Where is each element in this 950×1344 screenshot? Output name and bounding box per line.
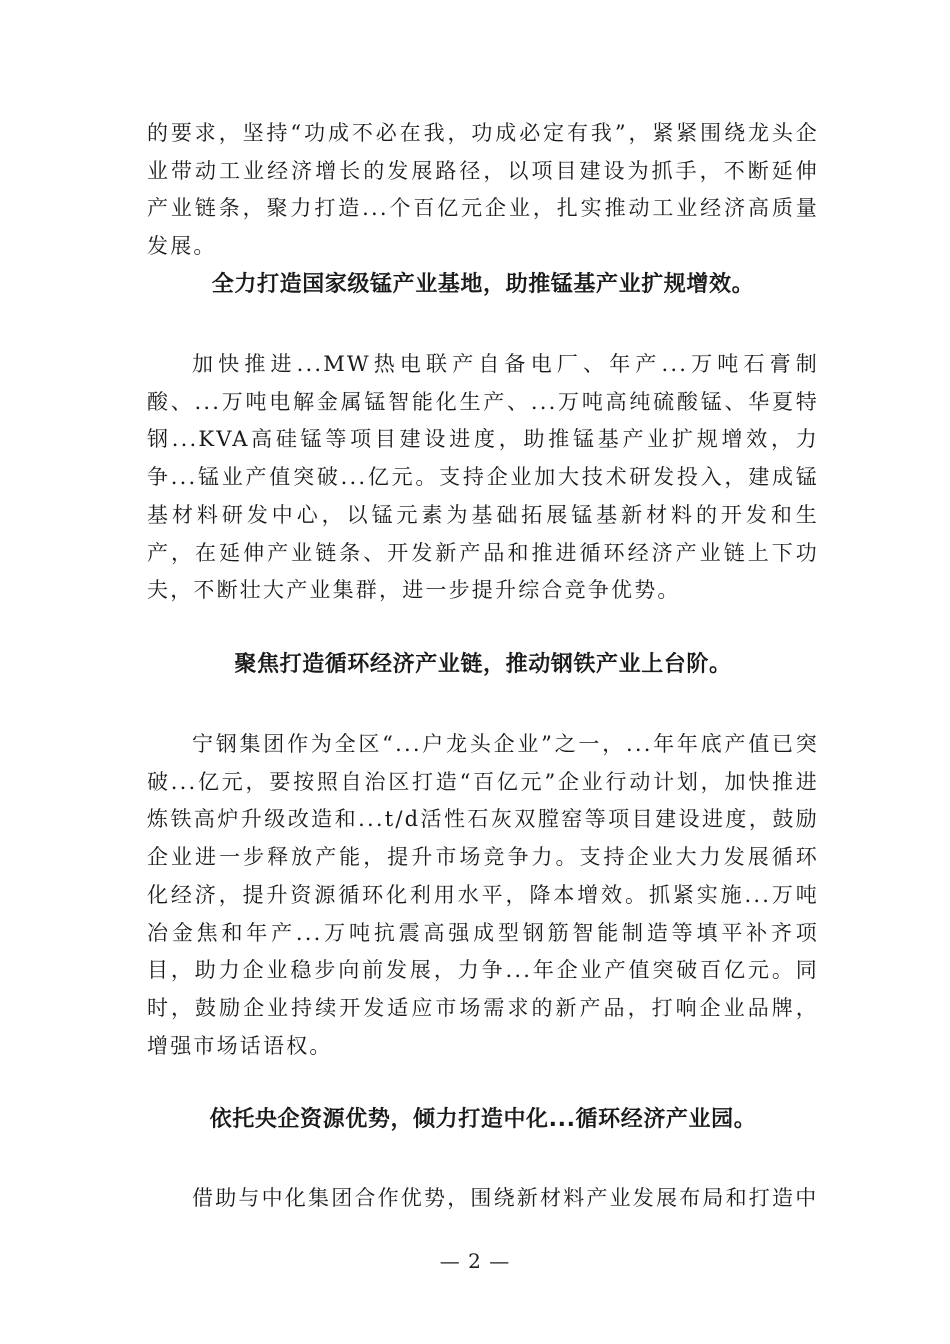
paragraph-intro-continuation: 的要求，坚持“功成不必在我，功成必定有我”，紧紧围绕龙头企业带动工业经济增长的发展路径，以项目建设为抓手，不断延伸产业链条，聚力打造...个百亿元企业，扎实推动工业经济高质量发展。 xyxy=(147,121,819,259)
section-heading-steel: 聚焦打造循环经济产业链，推动钢铁产业上台阶。 xyxy=(234,652,732,677)
paragraph-sinochem: 借助与中化集团合作优势，围绕新材料产业发展布局和打造中 xyxy=(192,1186,819,1210)
paragraph-steel: 宁钢集团作为全区“...户龙头企业”之一，...年年底产值已突破...亿元，要按照自治区打造“百亿元”企业行动计划，加快推进炼铁高炉升级改造和...t/d活性石灰双膛窑等项目建设进度，鼓励企业进一步释放产能，提升市场竞争力。支持企业大力发展循环化经济，提升资源循环化利用水平，降本增效。抓紧实施...万吨冶金焦和年产...万吨抗震高强成型钢筋智能制造等填平补齐项目，助力企业稳步向前发展，力争...年企业产值突破百亿元。同时，鼓励企业持续开发适应市场需求的新产品，打响企业品牌，增强市场话语权。 xyxy=(147,732,819,1058)
section-heading-sinochem: 依托央企资源优势，倾力打造中化...循环经济产业园。 xyxy=(209,1107,757,1132)
section-heading-manganese: 全力打造国家级锰产业基地，助推锰基产业扩规增效。 xyxy=(211,272,755,297)
page-number: — 2 — xyxy=(439,1249,511,1273)
paragraph-manganese: 加快推进...MW热电联产自备电厂、年产...万吨石膏制酸、...万吨电解金属锰智能化生产、...万吨高纯硫酸锰、华夏特钢...KVA高硅锰等项目建设进度，助推锰基产业扩规增效，力争...锰业产值突破...亿元。支持企业加大技术研发投入，建成锰基材料研发中心，以锰元素为基础拓展锰基新材料的开发和生产，在延伸产业链条、开发新产品和推进循环经济产业链上下功夫，不断壮大产业集群，进一步提升综合竞争优势。 xyxy=(147,352,819,603)
